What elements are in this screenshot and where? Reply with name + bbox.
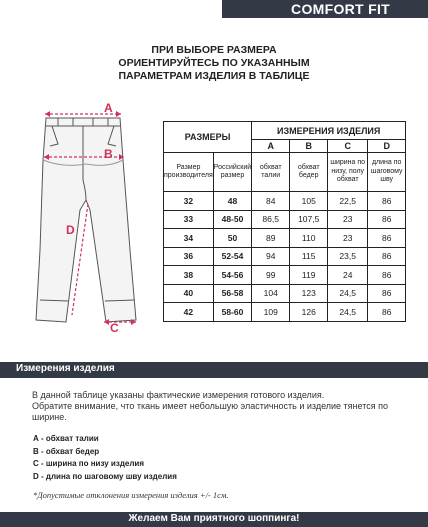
table-row <box>164 266 406 285</box>
table-row <box>164 303 406 322</box>
table-cell: 99 <box>252 266 290 285</box>
measures-header: ИЗМЕРЕНИЯ ИЗДЕЛИЯ <box>252 122 406 140</box>
legend-item: В - обхват бедер <box>33 446 100 456</box>
col-russian-size: Российский размер <box>213 153 251 192</box>
heading-line-1: ПРИ ВЫБОРЕ РАЗМЕРА <box>151 44 277 56</box>
col-inseam: длина по шаговому шву <box>368 153 406 192</box>
tolerance-note: *Допустимые отклонения измерения изделия +/- 1см. <box>33 490 229 500</box>
table-row <box>164 229 406 248</box>
table-cell: 126 <box>290 303 328 322</box>
table-cell: 54-56 <box>213 266 251 285</box>
table-cell: 23 <box>328 210 368 229</box>
description <box>32 390 412 423</box>
table-cell: 24 <box>328 266 368 285</box>
table-cell: 86 <box>368 266 406 285</box>
table-cell: 23 <box>328 229 368 248</box>
table-cell: 115 <box>290 247 328 266</box>
col-letter: B <box>290 140 328 153</box>
section-title: Измерения изделия <box>16 363 115 374</box>
table-cell: 86,5 <box>252 210 290 229</box>
col-letter: A <box>252 140 290 153</box>
table-cell: 38 <box>164 266 214 285</box>
col-letter: D <box>368 140 406 153</box>
table-cell: 34 <box>164 229 214 248</box>
heading-line-2: ОРИЕНТИРУЙТЕСЬ ПО УКАЗАННЫМ <box>118 57 310 69</box>
table-cell: 86 <box>368 229 406 248</box>
table-cell: 86 <box>368 303 406 322</box>
col-hips: обхват бедер <box>290 153 328 192</box>
legend-item: А - обхват талии <box>33 434 99 443</box>
label-d: D <box>66 223 75 237</box>
table-cell: 48 <box>213 192 251 211</box>
table-cell: 23,5 <box>328 247 368 266</box>
description-line-2: Обратите внимание, что ткань имеет небольшую эластичность и изделие тянется по ширине. <box>32 401 389 422</box>
table-cell: 110 <box>290 229 328 248</box>
table-cell: 104 <box>252 284 290 303</box>
fit-title: COMFORT FIT <box>291 1 390 17</box>
column-desc-row <box>164 153 406 192</box>
table-cell: 32 <box>164 192 214 211</box>
col-letter: C <box>328 140 368 153</box>
table-cell: 52-54 <box>213 247 251 266</box>
heading-line-3: ПАРАМЕТРАМ ИЗДЕЛИЯ В ТАБЛИЦЕ <box>118 70 310 82</box>
measure-legend <box>33 433 177 483</box>
size-table <box>163 121 406 322</box>
table-row <box>164 247 406 266</box>
table-cell: 123 <box>290 284 328 303</box>
table-row <box>164 284 406 303</box>
table-cell: 22,5 <box>328 192 368 211</box>
table-header-row <box>164 122 406 140</box>
table-row <box>164 192 406 211</box>
col-manufacturer-size: Размер производителя <box>164 153 214 192</box>
table-cell: 86 <box>368 192 406 211</box>
table-cell: 89 <box>252 229 290 248</box>
table-cell: 33 <box>164 210 214 229</box>
table-cell: 42 <box>164 303 214 322</box>
table-cell: 84 <box>252 192 290 211</box>
table-cell: 56-58 <box>213 284 251 303</box>
col-waist: обхват талии <box>252 153 290 192</box>
table-cell: 58-60 <box>213 303 251 322</box>
table-cell: 107,5 <box>290 210 328 229</box>
table-cell: 94 <box>252 247 290 266</box>
label-b: B <box>104 147 113 161</box>
table-cell: 36 <box>164 247 214 266</box>
sizes-header: РАЗМЕРЫ <box>164 122 252 153</box>
table-cell: 24,5 <box>328 303 368 322</box>
top-bar <box>0 0 428 18</box>
jeans-diagram <box>28 100 158 335</box>
instruction-heading <box>108 44 320 83</box>
label-c: C <box>110 321 119 335</box>
table-cell: 50 <box>213 229 251 248</box>
table-cell: 105 <box>290 192 328 211</box>
table-cell: 40 <box>164 284 214 303</box>
table-row <box>164 210 406 229</box>
table-cell: 48-50 <box>213 210 251 229</box>
table-cell: 119 <box>290 266 328 285</box>
table-cell: 86 <box>368 284 406 303</box>
legend-item: С - ширина по низу изделия <box>33 459 145 468</box>
table-cell: 86 <box>368 210 406 229</box>
table-cell: 109 <box>252 303 290 322</box>
footer-text: Желаем Вам приятного шоппинга! <box>128 513 300 524</box>
legend-item: D - длина по шаговому шву изделия <box>33 471 177 481</box>
table-cell: 24,5 <box>328 284 368 303</box>
table-cell: 86 <box>368 247 406 266</box>
footer-bar <box>0 512 428 527</box>
label-a: A <box>104 101 113 115</box>
col-hem-width: ширина по низу, полу обхват <box>328 153 368 192</box>
section-bar <box>0 362 428 378</box>
description-line-1: В данной таблице указаны фактические измерения готового изделия. <box>32 390 325 400</box>
